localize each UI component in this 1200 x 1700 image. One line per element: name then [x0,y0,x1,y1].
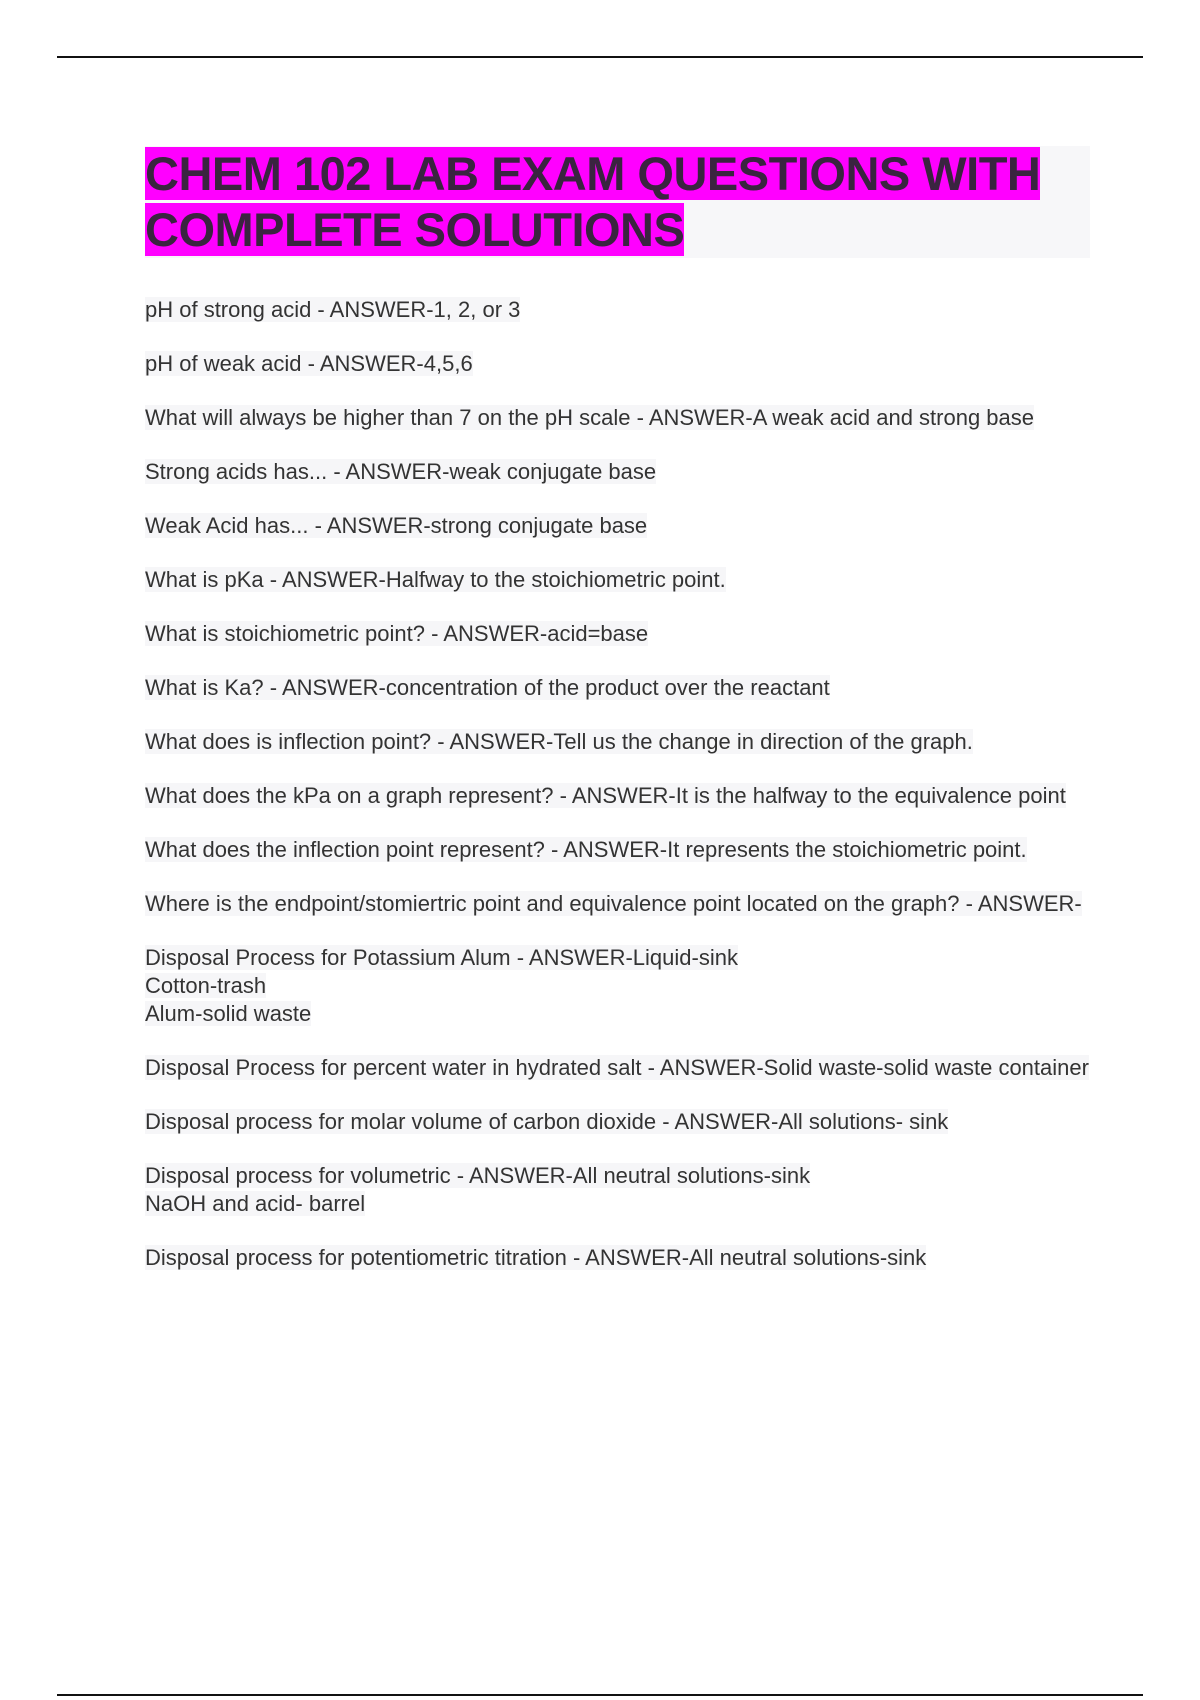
page-title [145,146,1090,258]
qa-line [145,890,1090,918]
qa-item [145,944,1090,1028]
qa-line [145,1000,1090,1028]
qa-item [145,404,1090,432]
qa-line [145,1054,1090,1082]
qa-line [145,512,1090,540]
qa-text: What will always be higher than 7 on the pH scale - ANSWER-A weak acid and strong base [145,405,1035,430]
qa-line [145,620,1090,648]
qa-text: Disposal process for potentiometric titration - ANSWER-All neutral solutions-sink [145,1245,927,1270]
qa-item [145,890,1090,918]
qa-line [145,350,1090,378]
qa-text: Where is the endpoint/stomiertric point and equivalence point located on the graph? - ANSWER- [145,891,1082,916]
qa-item [145,620,1090,648]
qa-line [145,674,1090,702]
qa-item [145,566,1090,594]
qa-line [145,404,1090,432]
qa-item [145,1244,1090,1272]
title-highlight: CHEM 102 LAB EXAM QUESTIONS WITH COMPLETE SOLUTIONS [145,147,1041,256]
qa-line [145,836,1090,864]
qa-text: pH of strong acid - ANSWER-1, 2, or 3 [145,297,521,322]
qa-item [145,1162,1090,1218]
qa-text: Disposal Process for percent water in hydrated salt - ANSWER-Solid waste-solid waste container [145,1055,1089,1080]
qa-item [145,350,1090,378]
qa-line [145,1162,1090,1190]
qa-line [145,782,1090,810]
qa-line [145,1190,1090,1218]
qa-text: What is Ka? - ANSWER-concentration of the product over the reactant [145,675,830,700]
qa-line [145,944,1090,972]
qa-text: Alum-solid waste [145,1001,312,1026]
qa-line [145,566,1090,594]
document-body [145,146,1090,1298]
qa-text: Disposal process for molar volume of carbon dioxide - ANSWER-All solutions- sink [145,1109,949,1134]
qa-item [145,458,1090,486]
bottom-rule [57,1694,1143,1696]
qa-item [145,512,1090,540]
qa-text: Disposal Process for Potassium Alum - ANSWER-Liquid-sink [145,945,738,970]
qa-line [145,728,1090,756]
qa-line [145,458,1090,486]
qa-item [145,782,1090,810]
qa-text: pH of weak acid - ANSWER-4,5,6 [145,351,473,376]
title-block [145,146,1090,258]
qa-list [145,296,1090,1272]
qa-line [145,296,1090,324]
qa-item [145,1108,1090,1136]
qa-line [145,972,1090,1000]
qa-item [145,1054,1090,1082]
qa-text: Disposal process for volumetric - ANSWER-All neutral solutions-sink [145,1163,811,1188]
qa-line [145,1108,1090,1136]
qa-line [145,1244,1090,1272]
qa-item [145,674,1090,702]
qa-text: What is pKa - ANSWER-Halfway to the stoichiometric point. [145,567,726,592]
qa-text: What does the inflection point represent? - ANSWER-It represents the stoichiometric point. [145,837,1027,862]
qa-text: Cotton-trash [145,973,267,998]
qa-item [145,296,1090,324]
qa-text: NaOH and acid- barrel [145,1191,366,1216]
qa-item [145,836,1090,864]
qa-text: Strong acids has... - ANSWER-weak conjugate base [145,459,657,484]
qa-text: What is stoichiometric point? - ANSWER-acid=base [145,621,649,646]
qa-text: Weak Acid has... - ANSWER-strong conjugate base [145,513,648,538]
qa-item [145,728,1090,756]
top-rule [57,56,1143,58]
qa-text: What does the kPa on a graph represent? - ANSWER-It is the halfway to the equivalence point [145,783,1066,808]
qa-text: What does is inflection point? - ANSWER-Tell us the change in direction of the graph. [145,729,973,754]
